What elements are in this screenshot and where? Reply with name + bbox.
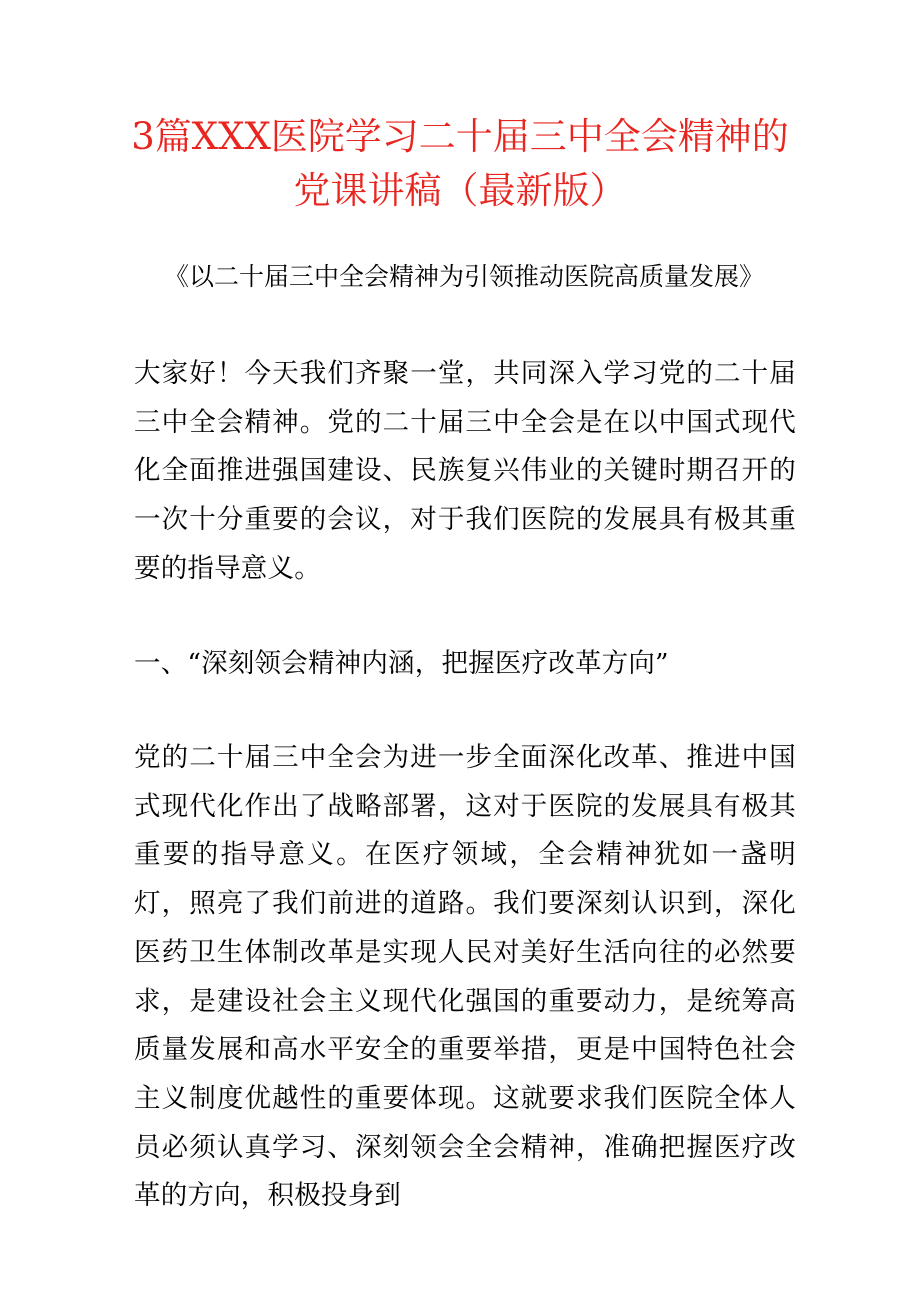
document-subtitle: 《以二十届三中全会精神为引领推动医院高质量发展》 <box>163 262 764 291</box>
document-title: 3篇XXX医院学习二十届三中全会精神的党课讲稿（最新版） <box>131 115 789 212</box>
section-heading: 一、“深刻领会精神内涵，把握医疗改革方向” <box>134 648 669 679</box>
body-paragraph: 党的二十届三中全会为进一步全面深化改革、推进中国式现代化作出了战略部署，这对于医院的发展具有极其重要的指导意义。在医疗领域，全会精神犹如一盏明灯，照亮了我们前进的道路。我们要深刻认识到，深化医药卫生体制改革是实现人民对美好生活向往的必然要求，是建设社会主义现代化强国的重要动力，是统筹高质量发展和高水平安全的重要举措，更是中国特色社会主义制度优越性的重要体现。这就要求我们医院全体人员必须认真学习、深刻领会全会精神，准确把握医疗改革的方向，积极投身到 <box>134 742 796 1212</box>
intro-paragraph: 大家好！今天我们齐聚一堂，共同深入学习党的二十届三中全会精神。党的二十届三中全会是在以中国式现代化全面推进强国建设、民族复兴伟业的关键时期召开的一次十分重要的会议，对于我们医院的发展具有极其重要的指导意义。 <box>134 358 796 584</box>
